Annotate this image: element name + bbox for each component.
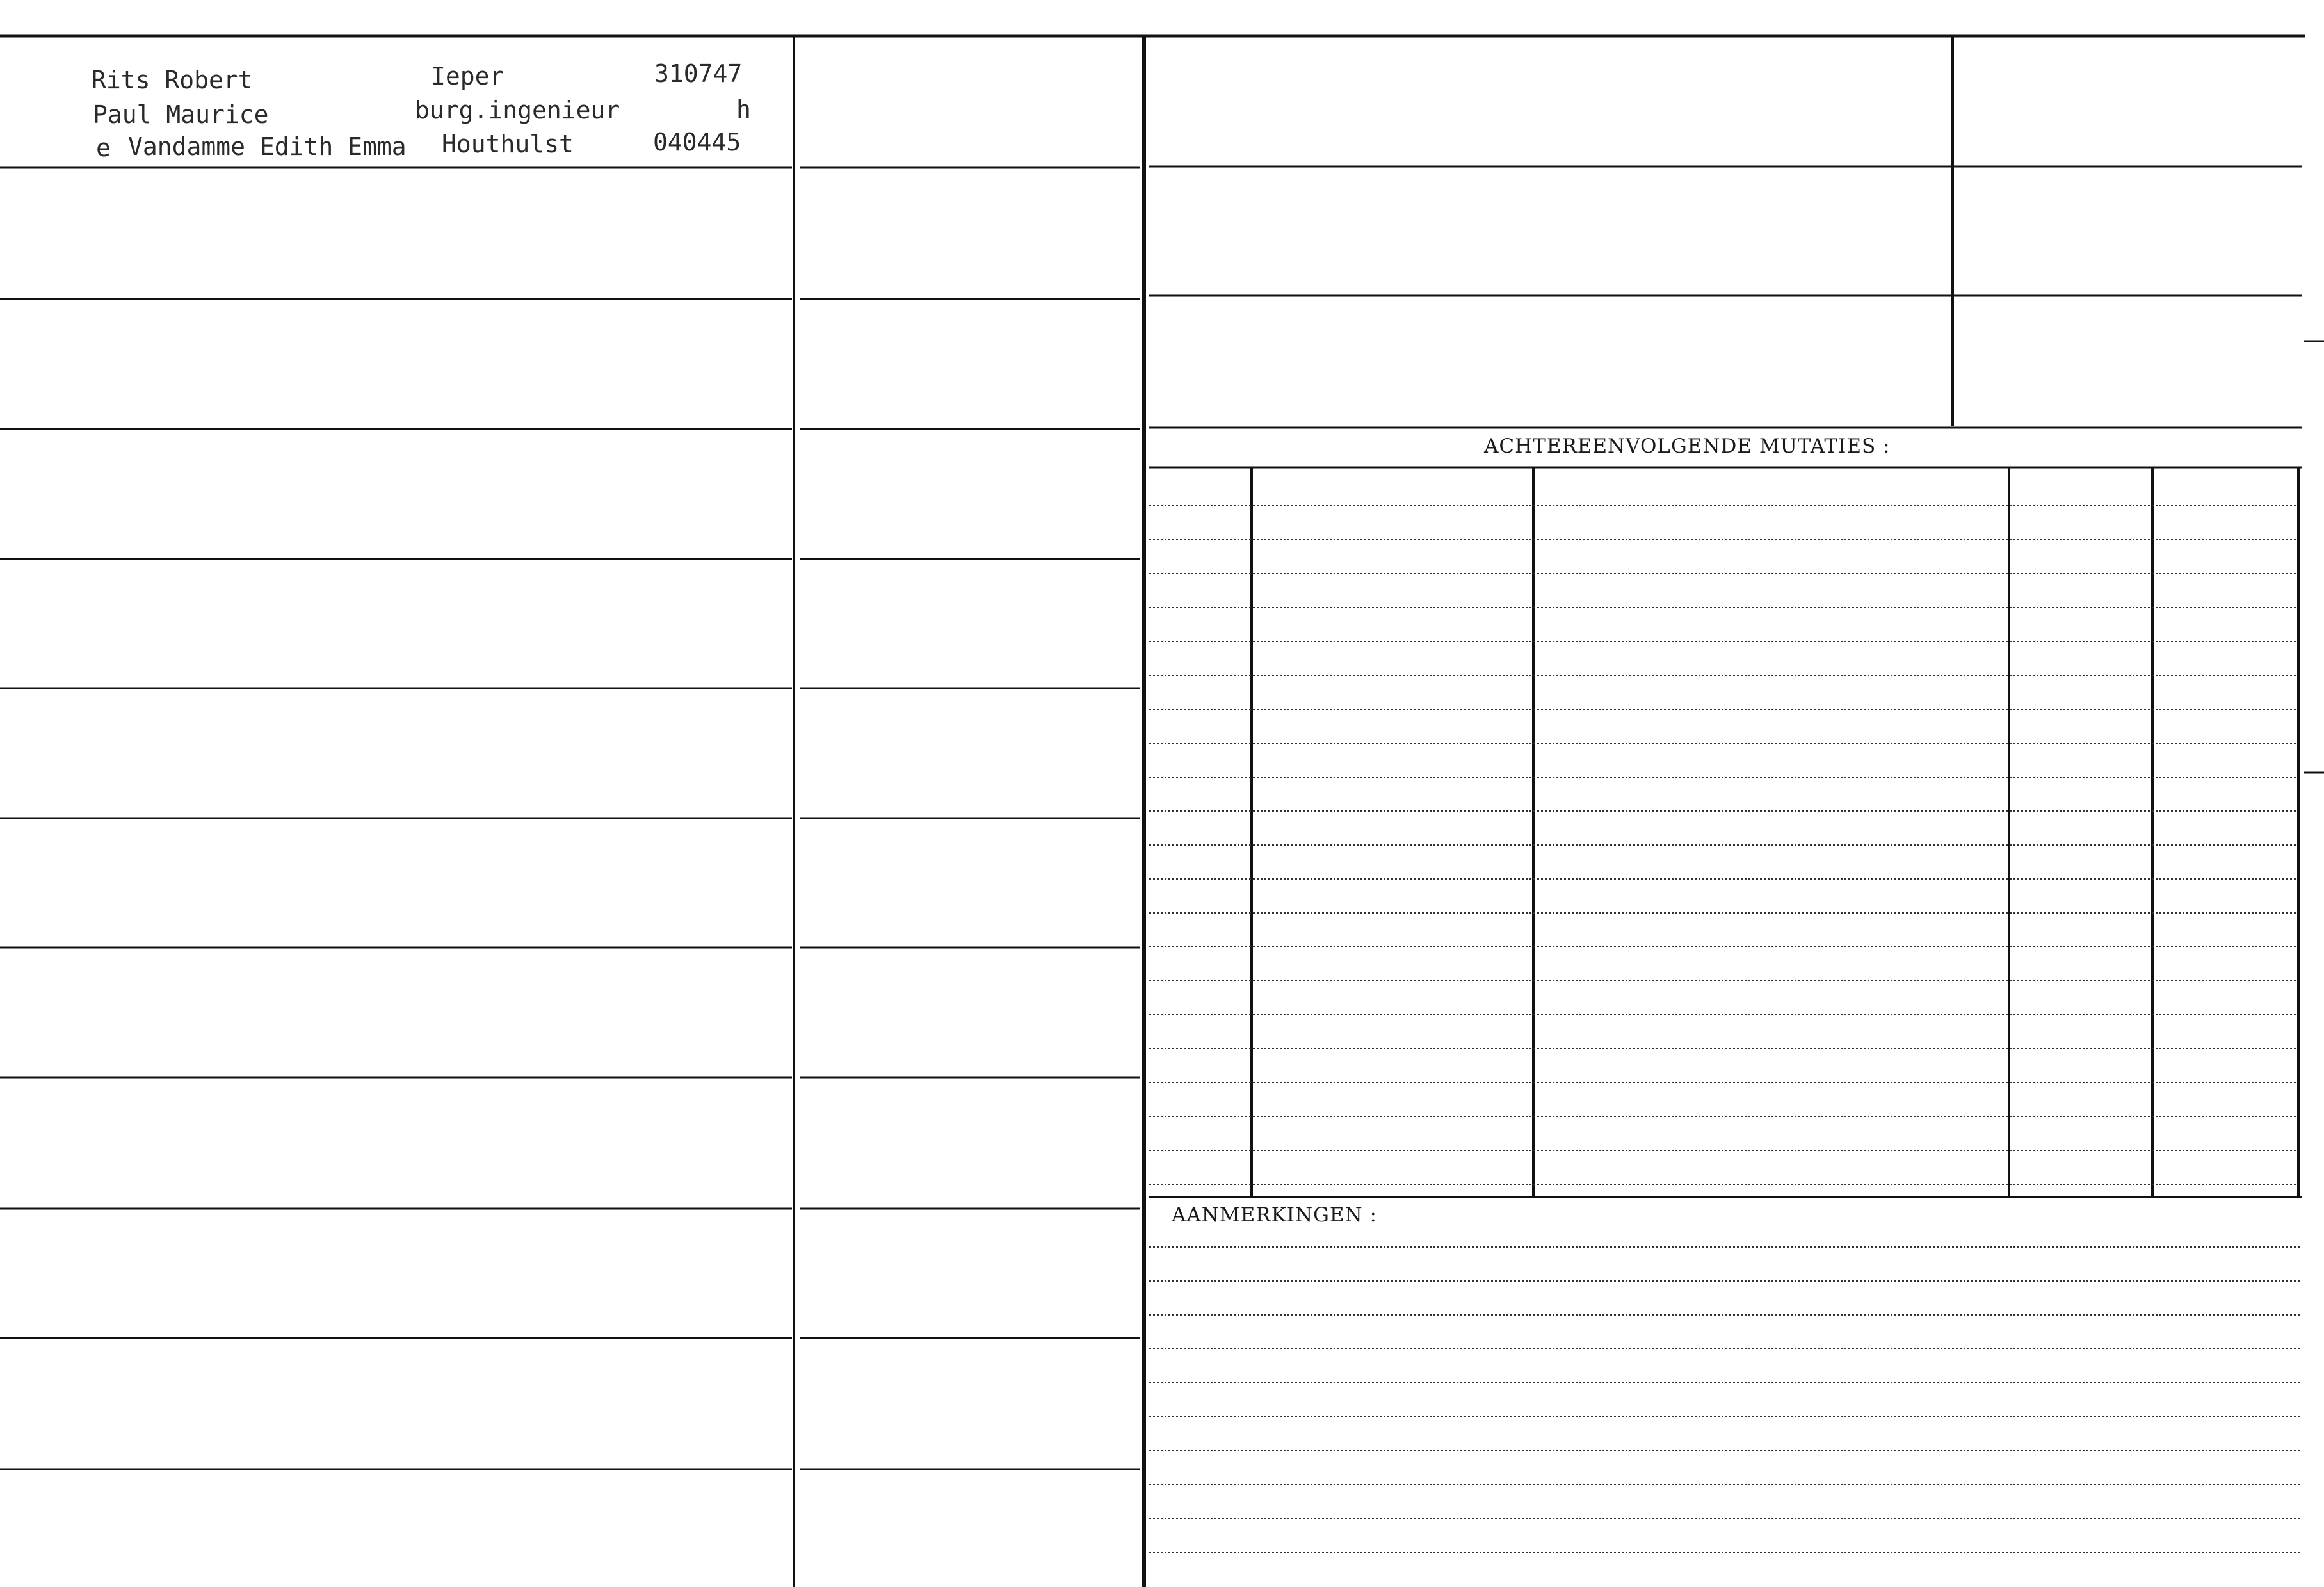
entry-birthdate: 310747 xyxy=(654,60,743,88)
entry-spouse-prefix: e xyxy=(96,134,111,162)
entry-birthplace: Ieper xyxy=(431,62,504,90)
remarks-header: AANMERKINGEN : xyxy=(1172,1204,1377,1227)
entry-name: Rits Robert xyxy=(92,66,253,94)
entry-spouse-birthdate: 040445 xyxy=(653,128,741,156)
entry-spouse-name: Vandamme Edith Emma xyxy=(128,133,407,161)
entry-spouse-birthplace: Houthulst xyxy=(442,130,574,158)
entry-marker: h xyxy=(736,95,751,124)
mutations-header: ACHTEREENVOLGENDE MUTATIES : xyxy=(1484,435,1891,458)
entry-profession: burg.ingenieur xyxy=(415,96,620,124)
entry-given-names: Paul Maurice xyxy=(93,101,269,129)
